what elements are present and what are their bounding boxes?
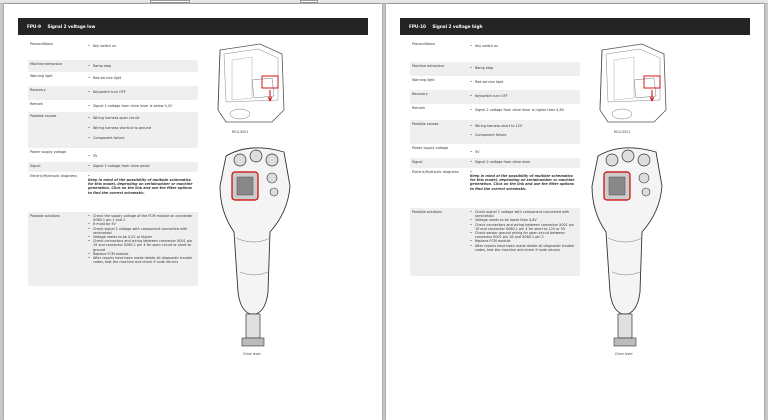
cab-caption: MCU-X001 (613, 130, 631, 134)
page-header (18, 18, 368, 35)
solution-item: • It must be 5V (88, 222, 196, 226)
drive-lever-illustration (210, 142, 300, 352)
table-row (410, 40, 580, 56)
table-row (28, 112, 198, 148)
row-value: • Component failure (88, 136, 196, 140)
zoom-input[interactable] (300, 0, 318, 3)
row-value: • Component failure (470, 133, 578, 137)
row-label: Remark (30, 102, 44, 106)
solution-item: • After repairs have been made delete all diagnostic trouble codes, test the machine and check if code returns (470, 244, 578, 252)
table-row (410, 120, 580, 144)
solution-item: • Check signal 2 voltage with component connected with servicetool (88, 227, 196, 235)
page-1 (4, 4, 382, 420)
row-value: • Signal 2 voltage from drive lever is below 0,2V (88, 104, 196, 108)
row-label: Recovery (30, 88, 46, 92)
row-value: • Signal 2 voltage from drive lever (470, 160, 578, 164)
row-value: • Keyswitch turn OFF (88, 90, 196, 94)
table-row (410, 144, 580, 158)
row-value: • Signal 2 voltage from drive lever is higher than 4,8V (470, 108, 578, 112)
solution-item: • Check the supply voltage of the FCM module on connector X060.1 pin 1 and 2 (88, 214, 196, 222)
fault-title: Signal 2 voltage high (432, 24, 483, 29)
row-value: • Wiring harness open circuit (88, 116, 196, 120)
schematic-note: Keep in mind of the possibility of multiple schematics for this model, depending on serialnumber or machine generation. Click on the link and use the filter options to find the correct schematic. (88, 178, 193, 195)
row-label: Possible causes (30, 114, 57, 118)
fault-title: Signal 2 voltage low (47, 24, 96, 29)
page-number-input[interactable] (150, 0, 190, 3)
solution-item: • Voltage needs to be lower than 4,8V (470, 218, 578, 222)
table-row (28, 40, 198, 56)
schematic-note: Keep in mind of the possibility of multiple schematics for this model, depending on serialnumber or machine generation. Click on the link and use the filter options to find the correct schematic. (470, 174, 575, 191)
row-value: • Wiring harness short to 12V (470, 124, 578, 128)
cab-illustration (594, 40, 670, 126)
row-value: • 5V (88, 154, 196, 158)
solution-item: • Check sensor ground wiring for open circuit between connector X001 pin 16 and X060.1 pin 2 (470, 231, 578, 239)
row-label: Possible solutions (30, 214, 60, 218)
table-row (28, 60, 198, 72)
row-label: Electric/Hydraulic diagrams (30, 174, 77, 178)
row-value: • Ramp stop (88, 64, 196, 68)
table-row (410, 62, 580, 76)
row-label: Remark (412, 106, 426, 110)
row-label: Machine behaviour (30, 62, 63, 66)
solution-item: • Check connectors and wiring between connector X001 pin 19 and connector X060.1 pin 4 for open circuit or short to ground (88, 239, 196, 252)
drive-lever-illustration (582, 142, 672, 352)
row-value: • Keyswitch turn OFF (470, 94, 578, 98)
fault-code: FPU-10 (409, 24, 426, 29)
cab-caption: MCU-X001 (231, 130, 249, 134)
table-row (28, 148, 198, 162)
row-value: • Red service light (88, 76, 196, 80)
row-label: Recovery (412, 92, 428, 96)
table-row (28, 162, 198, 172)
row-label: Possible causes (412, 122, 439, 126)
fault-table (410, 40, 580, 276)
table-row (28, 172, 198, 212)
row-label: Signal (30, 164, 41, 168)
solution-item: • Replace FCM module (470, 239, 578, 243)
row-value: • Signal 2 voltage from drive pedal (88, 164, 196, 168)
table-row (410, 76, 580, 90)
row-label: Electric/Hydraulic diagrams (412, 170, 459, 174)
solution-item: • Check connectors and wiring between connector X001 pin 19 and connector X060.1 pin 4 for short to 12V or 5V (470, 223, 578, 231)
row-value: • Red service light (470, 80, 578, 84)
row-label: Machine behaviour (412, 64, 445, 68)
row-value: • Key switch on (470, 44, 578, 48)
row-label: Preconditions (30, 42, 53, 46)
row-label: Warning light (412, 78, 435, 82)
solution-item: • Voltage needs to be 0,2V or higher (88, 235, 196, 239)
table-row (410, 90, 580, 104)
row-label: Power supply voltage (412, 146, 449, 150)
row-label: Signal (412, 160, 423, 164)
table-row (410, 104, 580, 120)
solution-item: • Check signal 2 voltage with component connected with servicetool (470, 210, 578, 218)
solution-item: • After repairs have been made delete all diagnostic trouble codes, test the machine and check if code returns (88, 256, 196, 264)
solution-item: • Replace FCM module (88, 252, 196, 256)
fault-table (28, 40, 198, 286)
row-value: • Ramp stop (470, 66, 578, 70)
cab-illustration (212, 40, 288, 126)
row-label: Warning light (30, 74, 53, 78)
row-label: Preconditions (412, 42, 435, 46)
row-value: • Key switch on (88, 44, 196, 48)
table-row (410, 168, 580, 208)
table-row (28, 100, 198, 112)
table-row (28, 212, 198, 286)
table-row (28, 86, 198, 100)
row-value: • Wiring harness shortcut to ground (88, 126, 196, 130)
row-label: Power supply voltage (30, 150, 67, 154)
page-header (400, 18, 750, 35)
lever-caption: Drive lever (615, 352, 633, 356)
page-2 (386, 4, 764, 420)
table-row (410, 158, 580, 168)
row-value: • 5V (470, 150, 578, 154)
table-row (410, 208, 580, 276)
table-row (28, 72, 198, 86)
lever-caption: Drive lever (243, 352, 261, 356)
row-label: Possible solutions (412, 210, 442, 214)
fault-code: FPU-9 (27, 24, 41, 29)
